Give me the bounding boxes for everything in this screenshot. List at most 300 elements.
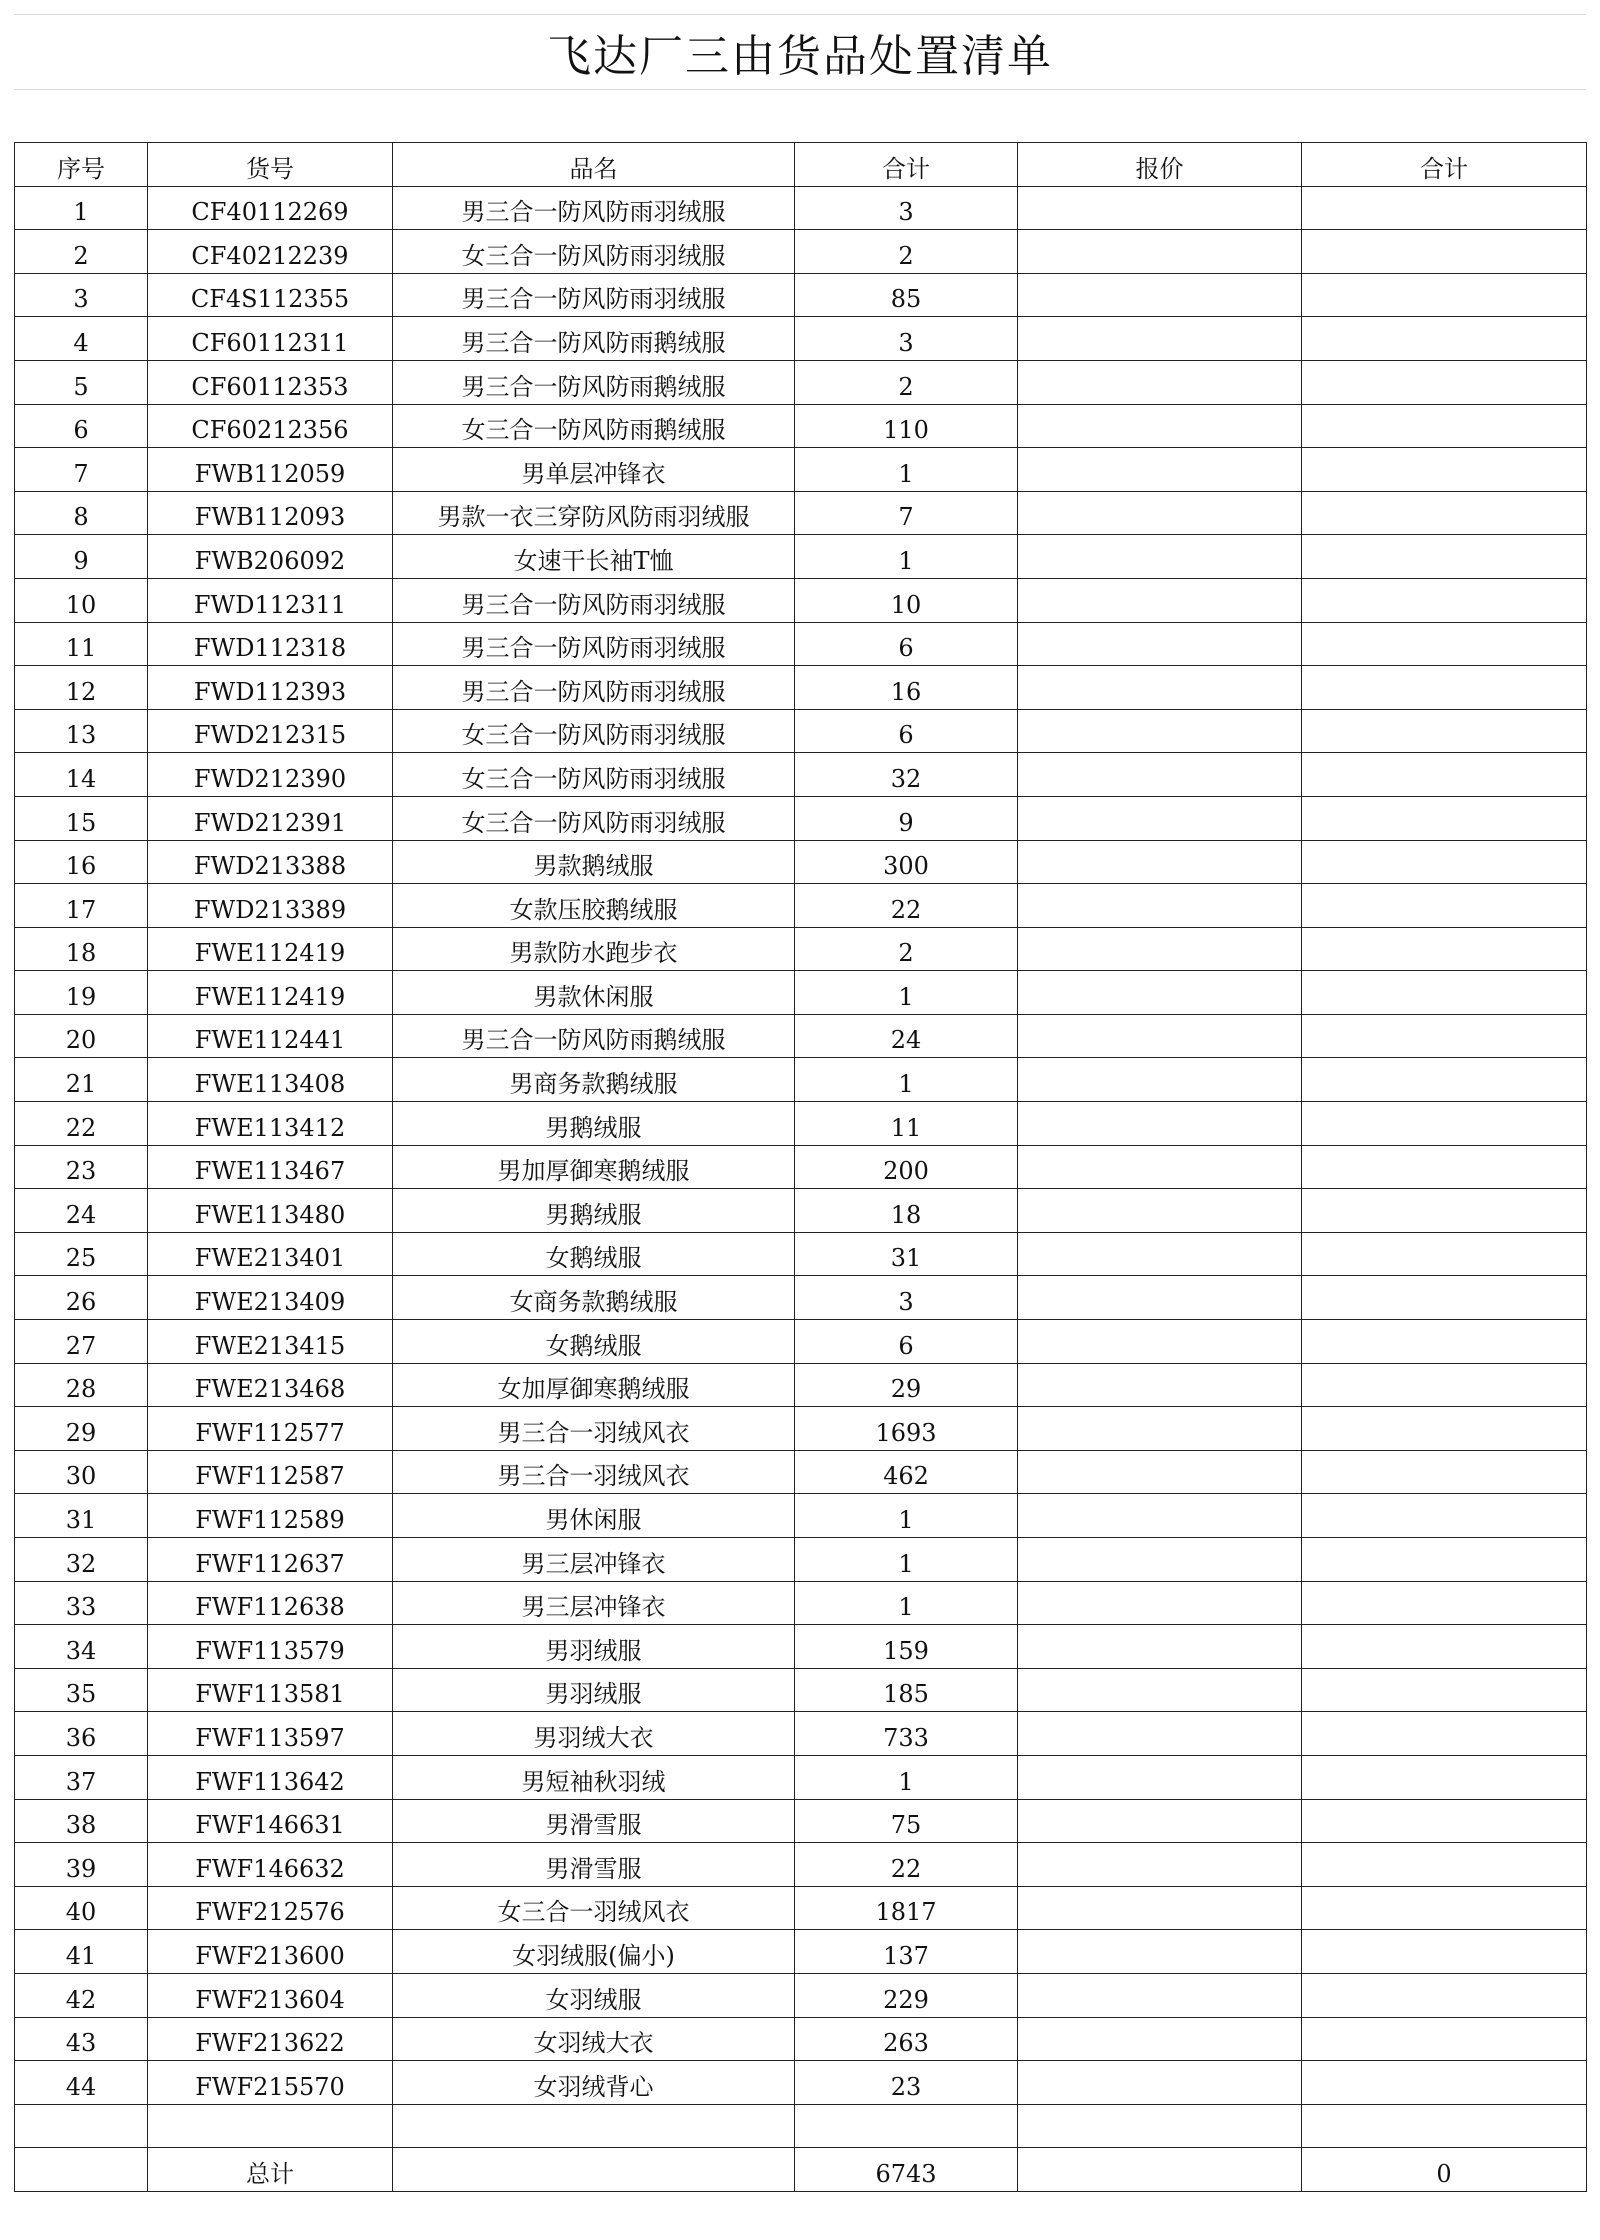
cell-product-name: 女三合一防风防雨羽绒服 [393, 796, 795, 840]
cell-quantity: 75 [795, 1799, 1018, 1843]
cell-quantity: 2 [795, 927, 1018, 971]
cell-product-name: 女速干长袖T恤 [393, 535, 795, 579]
cell-index: 41 [15, 1930, 148, 1974]
cell-item-no: FWF212576 [148, 1886, 393, 1930]
cell-amount [1302, 578, 1587, 622]
cell-product-name: 男鹅绒服 [393, 1102, 795, 1146]
cell-index: 13 [15, 709, 148, 753]
cell-quantity: 11 [795, 1102, 1018, 1146]
cell-quote [1018, 535, 1302, 579]
cell-quote [1018, 1102, 1302, 1146]
cell-product-name: 男款鹅绒服 [393, 840, 795, 884]
cell-product-name: 男款一衣三穿防风防雨羽绒服 [393, 491, 795, 535]
cell-product-name: 女羽绒服 [393, 1973, 795, 2017]
cell-product-name: 女羽绒背心 [393, 2061, 795, 2105]
cell-index: 39 [15, 1843, 148, 1887]
cell-index: 25 [15, 1232, 148, 1276]
cell-amount [1302, 1886, 1587, 1930]
cell-amount [1302, 1973, 1587, 2017]
cell-item-no: FWF113581 [148, 1668, 393, 1712]
cell-quantity: 31 [795, 1232, 1018, 1276]
cell-amount [1302, 186, 1587, 230]
table-row [15, 578, 1587, 622]
cell-quantity: 24 [795, 1014, 1018, 1058]
cell-amount [1302, 971, 1587, 1015]
cell-product-name: 女加厚御寒鹅绒服 [393, 1363, 795, 1407]
cell-quantity: 1817 [795, 1886, 1018, 1930]
cell-quantity: 6 [795, 709, 1018, 753]
cell-amount [1302, 2104, 1587, 2148]
cell-quote [1018, 317, 1302, 361]
cell-quote [1018, 1538, 1302, 1582]
cell-product-name: 男羽绒服 [393, 1625, 795, 1669]
table-row [15, 360, 1587, 404]
table-row [15, 230, 1587, 274]
cell-item-no: FWE213415 [148, 1320, 393, 1364]
cell-amount [1302, 1189, 1587, 1233]
cell-index: 35 [15, 1668, 148, 1712]
table-row [15, 666, 1587, 710]
table-row [15, 1494, 1587, 1538]
table-row [15, 448, 1587, 492]
cell-quantity: 22 [795, 1843, 1018, 1887]
cell-amount [1302, 1494, 1587, 1538]
total-amount: 0 [1302, 2148, 1587, 2192]
cell-product-name: 女三合一防风防雨羽绒服 [393, 230, 795, 274]
cell-quantity: 110 [795, 404, 1018, 448]
cell-index: 40 [15, 1886, 148, 1930]
total-cell-index [15, 2148, 148, 2192]
cell-product-name: 男三合一防风防雨羽绒服 [393, 186, 795, 230]
cell-item-no: FWF112638 [148, 1581, 393, 1625]
cell-index: 7 [15, 448, 148, 492]
cell-quote [1018, 1014, 1302, 1058]
cell-quote [1018, 1232, 1302, 1276]
cell-product-name: 女羽绒服(偏小) [393, 1930, 795, 1974]
table-row [15, 1538, 1587, 1582]
cell-quote [1018, 1668, 1302, 1712]
table-row [15, 491, 1587, 535]
cell-product-name: 男款防水跑步衣 [393, 927, 795, 971]
cell-item-no: FWF213622 [148, 2017, 393, 2061]
total-row [15, 2148, 1587, 2192]
table-row [15, 796, 1587, 840]
cell-index: 18 [15, 927, 148, 971]
cell-amount [1302, 927, 1587, 971]
cell-amount [1302, 1014, 1587, 1058]
cell-quantity: 1693 [795, 1407, 1018, 1451]
cell-amount [1302, 317, 1587, 361]
cell-index: 24 [15, 1189, 148, 1233]
cell-amount [1302, 709, 1587, 753]
cell-index: 32 [15, 1538, 148, 1582]
cell-quantity: 200 [795, 1145, 1018, 1189]
cell-item-no: FWF113579 [148, 1625, 393, 1669]
cell-item-no: FWD212315 [148, 709, 393, 753]
cell-product-name: 女三合一防风防雨羽绒服 [393, 709, 795, 753]
cell-quantity: 300 [795, 840, 1018, 884]
cell-quantity: 1 [795, 1058, 1018, 1102]
cell-quote [1018, 1276, 1302, 1320]
cell-item-no: FWF215570 [148, 2061, 393, 2105]
cell-amount [1302, 1581, 1587, 1625]
cell-item-no: CF60112311 [148, 317, 393, 361]
cell-quote [1018, 666, 1302, 710]
cell-index: 2 [15, 230, 148, 274]
cell-item-no: CF60112353 [148, 360, 393, 404]
cell-amount [1302, 1145, 1587, 1189]
cell-index: 5 [15, 360, 148, 404]
table-row [15, 1843, 1587, 1887]
cell-index: 42 [15, 1973, 148, 2017]
cell-quantity: 733 [795, 1712, 1018, 1756]
cell-item-no: FWE112419 [148, 971, 393, 1015]
table-row [15, 709, 1587, 753]
cell-quantity: 1 [795, 535, 1018, 579]
cell-index: 30 [15, 1450, 148, 1494]
total-label: 总计 [148, 2148, 393, 2192]
total-cell-name [393, 2148, 795, 2192]
table-row [15, 1407, 1587, 1451]
cell-quantity: 9 [795, 796, 1018, 840]
cell-product-name: 男短袖秋羽绒 [393, 1755, 795, 1799]
cell-index: 8 [15, 491, 148, 535]
cell-amount [1302, 1538, 1587, 1582]
cell-index: 28 [15, 1363, 148, 1407]
table-row [15, 927, 1587, 971]
table-row [15, 753, 1587, 797]
cell-index: 1 [15, 186, 148, 230]
cell-item-no: FWE113467 [148, 1145, 393, 1189]
table-row [15, 1625, 1587, 1669]
cell-amount [1302, 1450, 1587, 1494]
cell-product-name [393, 2104, 795, 2148]
cell-index: 29 [15, 1407, 148, 1451]
cell-item-no: CF4S112355 [148, 273, 393, 317]
cell-item-no: FWD112318 [148, 622, 393, 666]
table-row [15, 1276, 1587, 1320]
cell-product-name: 男三合一防风防雨羽绒服 [393, 666, 795, 710]
table-row [15, 317, 1587, 361]
table-row [15, 1799, 1587, 1843]
cell-quote [1018, 971, 1302, 1015]
cell-quantity: 1 [795, 1494, 1018, 1538]
cell-product-name: 男三层冲锋衣 [393, 1538, 795, 1582]
cell-product-name: 女三合一防风防雨鹅绒服 [393, 404, 795, 448]
cell-product-name: 男休闲服 [393, 1494, 795, 1538]
cell-quote [1018, 1843, 1302, 1887]
cell-quantity: 3 [795, 1276, 1018, 1320]
cell-quantity: 3 [795, 317, 1018, 361]
cell-product-name: 男羽绒服 [393, 1668, 795, 1712]
cell-quote [1018, 2061, 1302, 2105]
cell-index: 34 [15, 1625, 148, 1669]
cell-item-no: FWF146632 [148, 1843, 393, 1887]
cell-amount [1302, 491, 1587, 535]
cell-quantity: 6 [795, 1320, 1018, 1364]
cell-quantity: 16 [795, 666, 1018, 710]
table-row [15, 1058, 1587, 1102]
cell-product-name: 男滑雪服 [393, 1799, 795, 1843]
cell-index: 20 [15, 1014, 148, 1058]
cell-product-name: 女鹅绒服 [393, 1320, 795, 1364]
cell-quote [1018, 1930, 1302, 1974]
cell-item-no: FWD213388 [148, 840, 393, 884]
cell-amount [1302, 1232, 1587, 1276]
cell-quote [1018, 1799, 1302, 1843]
cell-quantity [795, 2104, 1018, 2148]
cell-index: 23 [15, 1145, 148, 1189]
cell-item-no: FWF112589 [148, 1494, 393, 1538]
cell-quote [1018, 2104, 1302, 2148]
cell-amount [1302, 404, 1587, 448]
cell-quote [1018, 2017, 1302, 2061]
cell-amount [1302, 884, 1587, 928]
cell-quote [1018, 1058, 1302, 1102]
cell-quote [1018, 1320, 1302, 1364]
cell-quote [1018, 709, 1302, 753]
cell-quantity: 1 [795, 971, 1018, 1015]
cell-quantity: 1 [795, 1755, 1018, 1799]
table-row [15, 1886, 1587, 1930]
cell-product-name: 男三合一防风防雨鹅绒服 [393, 317, 795, 361]
cell-amount [1302, 796, 1587, 840]
table-row [15, 2017, 1587, 2061]
cell-quote [1018, 448, 1302, 492]
cell-quantity: 22 [795, 884, 1018, 928]
cell-amount [1302, 1755, 1587, 1799]
cell-product-name: 女鹅绒服 [393, 1232, 795, 1276]
header-amount-total: 合计 [1302, 143, 1587, 187]
cell-item-no: CF40212239 [148, 230, 393, 274]
cell-quantity: 137 [795, 1930, 1018, 1974]
cell-amount [1302, 1058, 1587, 1102]
cell-quantity: 2 [795, 360, 1018, 404]
cell-item-no: FWF112577 [148, 1407, 393, 1451]
cell-amount [1302, 1930, 1587, 1974]
cell-quote [1018, 1886, 1302, 1930]
cell-item-no: FWF213604 [148, 1973, 393, 2017]
cell-amount [1302, 535, 1587, 579]
table-row [15, 1189, 1587, 1233]
cell-item-no: FWF113642 [148, 1755, 393, 1799]
cell-item-no: FWE213409 [148, 1276, 393, 1320]
cell-quantity: 462 [795, 1450, 1018, 1494]
cell-index: 22 [15, 1102, 148, 1146]
cell-product-name: 男三合一防风防雨羽绒服 [393, 578, 795, 622]
cell-index: 11 [15, 622, 148, 666]
table-row [15, 884, 1587, 928]
cell-quantity: 185 [795, 1668, 1018, 1712]
cell-product-name: 女羽绒大衣 [393, 2017, 795, 2061]
cell-amount [1302, 2017, 1587, 2061]
header-quantity-total: 合计 [795, 143, 1018, 187]
cell-quote [1018, 1145, 1302, 1189]
total-quantity: 6743 [795, 2148, 1018, 2192]
cell-quantity: 2 [795, 230, 1018, 274]
cell-product-name: 男加厚御寒鹅绒服 [393, 1145, 795, 1189]
cell-index: 21 [15, 1058, 148, 1102]
table-body [15, 186, 1587, 2148]
cell-quote [1018, 186, 1302, 230]
table-row [15, 1014, 1587, 1058]
disposal-table [14, 142, 1587, 2192]
cell-index: 6 [15, 404, 148, 448]
cell-index [15, 2104, 148, 2148]
cell-item-no: FWB112093 [148, 491, 393, 535]
table-row [15, 1102, 1587, 1146]
table-row [15, 404, 1587, 448]
cell-index: 3 [15, 273, 148, 317]
cell-amount [1302, 448, 1587, 492]
cell-quote [1018, 491, 1302, 535]
cell-amount [1302, 1102, 1587, 1146]
cell-quantity: 229 [795, 1973, 1018, 2017]
cell-product-name: 男款休闲服 [393, 971, 795, 1015]
cell-amount [1302, 666, 1587, 710]
cell-amount [1302, 1799, 1587, 1843]
cell-quote [1018, 1189, 1302, 1233]
cell-quote [1018, 1973, 1302, 2017]
cell-item-no: FWF112637 [148, 1538, 393, 1582]
cell-item-no: CF40112269 [148, 186, 393, 230]
cell-quote [1018, 1625, 1302, 1669]
cell-amount [1302, 1625, 1587, 1669]
table-row [15, 1930, 1587, 1974]
cell-quantity: 263 [795, 2017, 1018, 2061]
cell-quote [1018, 1712, 1302, 1756]
table-row [15, 2104, 1587, 2148]
blank-row [14, 88, 1586, 142]
cell-index: 26 [15, 1276, 148, 1320]
cell-item-no: FWE213468 [148, 1363, 393, 1407]
table-row [15, 186, 1587, 230]
cell-product-name: 女商务款鹅绒服 [393, 1276, 795, 1320]
cell-item-no: FWF113597 [148, 1712, 393, 1756]
cell-item-no: FWB112059 [148, 448, 393, 492]
cell-amount [1302, 622, 1587, 666]
header-product-name: 品名 [393, 143, 795, 187]
table-row [15, 535, 1587, 579]
cell-quantity: 1 [795, 1538, 1018, 1582]
table-row [15, 971, 1587, 1015]
cell-amount [1302, 1276, 1587, 1320]
cell-amount [1302, 230, 1587, 274]
table-row [15, 1145, 1587, 1189]
cell-product-name: 男单层冲锋衣 [393, 448, 795, 492]
table-row [15, 1668, 1587, 1712]
cell-quantity: 6 [795, 622, 1018, 666]
cell-quote [1018, 1755, 1302, 1799]
cell-item-no: FWB206092 [148, 535, 393, 579]
header-index: 序号 [15, 143, 148, 187]
table-row [15, 1581, 1587, 1625]
cell-quantity: 7 [795, 491, 1018, 535]
cell-item-no: FWD212391 [148, 796, 393, 840]
cell-product-name: 男三合一羽绒风衣 [393, 1450, 795, 1494]
cell-amount [1302, 1712, 1587, 1756]
cell-index: 4 [15, 317, 148, 361]
table-row [15, 840, 1587, 884]
cell-quote [1018, 273, 1302, 317]
cell-product-name: 男三合一防风防雨鹅绒服 [393, 360, 795, 404]
cell-index: 16 [15, 840, 148, 884]
cell-quote [1018, 840, 1302, 884]
cell-amount [1302, 2061, 1587, 2105]
cell-quantity: 3 [795, 186, 1018, 230]
table-row [15, 1712, 1587, 1756]
cell-quantity: 159 [795, 1625, 1018, 1669]
cell-quantity: 85 [795, 273, 1018, 317]
cell-quantity: 18 [795, 1189, 1018, 1233]
cell-product-name: 女三合一防风防雨羽绒服 [393, 753, 795, 797]
cell-quote [1018, 884, 1302, 928]
table-row [15, 1755, 1587, 1799]
cell-index: 9 [15, 535, 148, 579]
cell-product-name: 男滑雪服 [393, 1843, 795, 1887]
table-row [15, 1450, 1587, 1494]
cell-amount [1302, 1843, 1587, 1887]
cell-amount [1302, 1363, 1587, 1407]
cell-product-name: 男鹅绒服 [393, 1189, 795, 1233]
cell-index: 37 [15, 1755, 148, 1799]
header-quote: 报价 [1018, 143, 1302, 187]
cell-quote [1018, 404, 1302, 448]
cell-quote [1018, 1581, 1302, 1625]
cell-item-no: FWE112441 [148, 1014, 393, 1058]
cell-quote [1018, 230, 1302, 274]
cell-item-no: FWF213600 [148, 1930, 393, 1974]
cell-index: 27 [15, 1320, 148, 1364]
cell-quote [1018, 927, 1302, 971]
cell-product-name: 女款压胶鹅绒服 [393, 884, 795, 928]
table-row [15, 273, 1587, 317]
table-row [15, 622, 1587, 666]
cell-quantity: 29 [795, 1363, 1018, 1407]
cell-amount [1302, 1668, 1587, 1712]
cell-item-no: FWF146631 [148, 1799, 393, 1843]
cell-index: 12 [15, 666, 148, 710]
cell-index: 33 [15, 1581, 148, 1625]
cell-item-no: FWE113412 [148, 1102, 393, 1146]
cell-quote [1018, 622, 1302, 666]
cell-quote [1018, 578, 1302, 622]
cell-index: 10 [15, 578, 148, 622]
cell-item-no: FWE113480 [148, 1189, 393, 1233]
cell-quote [1018, 796, 1302, 840]
table-row [15, 1232, 1587, 1276]
cell-quote [1018, 360, 1302, 404]
cell-item-no [148, 2104, 393, 2148]
cell-quantity: 1 [795, 448, 1018, 492]
cell-item-no: FWE112419 [148, 927, 393, 971]
table-row [15, 1973, 1587, 2017]
cell-index: 19 [15, 971, 148, 1015]
cell-item-no: FWD213389 [148, 884, 393, 928]
cell-quantity: 1 [795, 1581, 1018, 1625]
cell-quote [1018, 1407, 1302, 1451]
cell-amount [1302, 360, 1587, 404]
cell-item-no: FWE213401 [148, 1232, 393, 1276]
cell-item-no: FWD112393 [148, 666, 393, 710]
cell-product-name: 男三合一防风防雨羽绒服 [393, 622, 795, 666]
cell-product-name: 男三合一羽绒风衣 [393, 1407, 795, 1451]
cell-quantity: 23 [795, 2061, 1018, 2105]
cell-product-name: 男商务款鹅绒服 [393, 1058, 795, 1102]
cell-quote [1018, 1363, 1302, 1407]
cell-product-name: 女三合一羽绒风衣 [393, 1886, 795, 1930]
cell-quote [1018, 753, 1302, 797]
